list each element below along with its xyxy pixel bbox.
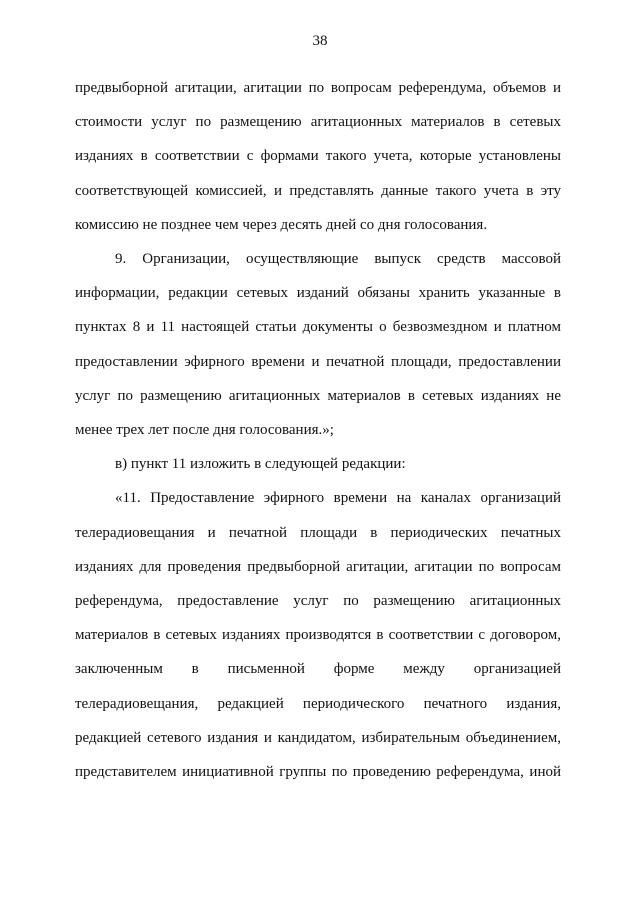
text-line: материалов в сетевых изданиях производятся в соответствии с договором, xyxy=(75,627,561,644)
text-line: комиссию не позднее чем через десять дней со дня голосования. xyxy=(75,216,488,233)
paragraph-2 xyxy=(75,242,561,447)
text-line: предоставлении эфирного времени и печатной площади, предоставлении xyxy=(75,353,561,370)
text-line: в) пункт 11 изложить в следующей редакции: xyxy=(115,456,406,473)
text-line: телерадиовещания и печатной площади в периодических печатных xyxy=(75,524,561,541)
text-line: изданиях для проведения предвыборной агитации, агитации по вопросам xyxy=(75,558,561,575)
text-line: редакцией сетевого издания и кандидатом, избирательным объединением, xyxy=(75,729,561,746)
text-line: предвыборной агитации, агитации по вопросам референдума, объемов и xyxy=(75,80,561,96)
text-line: представителем инициативной группы по проведению референдума, иной xyxy=(75,764,561,781)
text-line: стоимости услуг по размещению агитационных материалов в сетевых xyxy=(75,114,561,131)
text-line: референдума, предоставление услуг по размещению агитационных xyxy=(75,593,561,610)
paragraph-1 xyxy=(75,71,561,242)
text-line: телерадиовещания, редакцией периодического печатного издания, xyxy=(75,695,561,712)
text-line: «11. Предоставление эфирного времени на каналах организаций xyxy=(115,490,561,507)
text-line: изданиях в соответствии с формами такого учета, которые установлены xyxy=(75,148,561,165)
text-line: услуг по размещению агитационных материалов в сетевых изданиях не xyxy=(75,387,561,404)
text-line: пунктах 8 и 11 настоящей статьи документы о безвозмездном и платном xyxy=(75,319,561,336)
paragraph-3 xyxy=(75,447,561,481)
text-line: менее трех лет после дня голосования.»; xyxy=(75,422,334,439)
paragraph-4 xyxy=(75,481,561,789)
page-number: 38 xyxy=(312,33,328,49)
text-line: информации, редакции сетевых изданий обязаны хранить указанные в xyxy=(75,285,561,302)
document-body xyxy=(75,71,561,789)
text-line: заключенным в письменной форме между организацией xyxy=(75,661,561,678)
text-line: соответствующей комиссией, и представлять данные такого учета в эту xyxy=(75,182,561,199)
text-line: 9. Организации, осуществляющие выпуск средств массовой xyxy=(115,251,561,268)
